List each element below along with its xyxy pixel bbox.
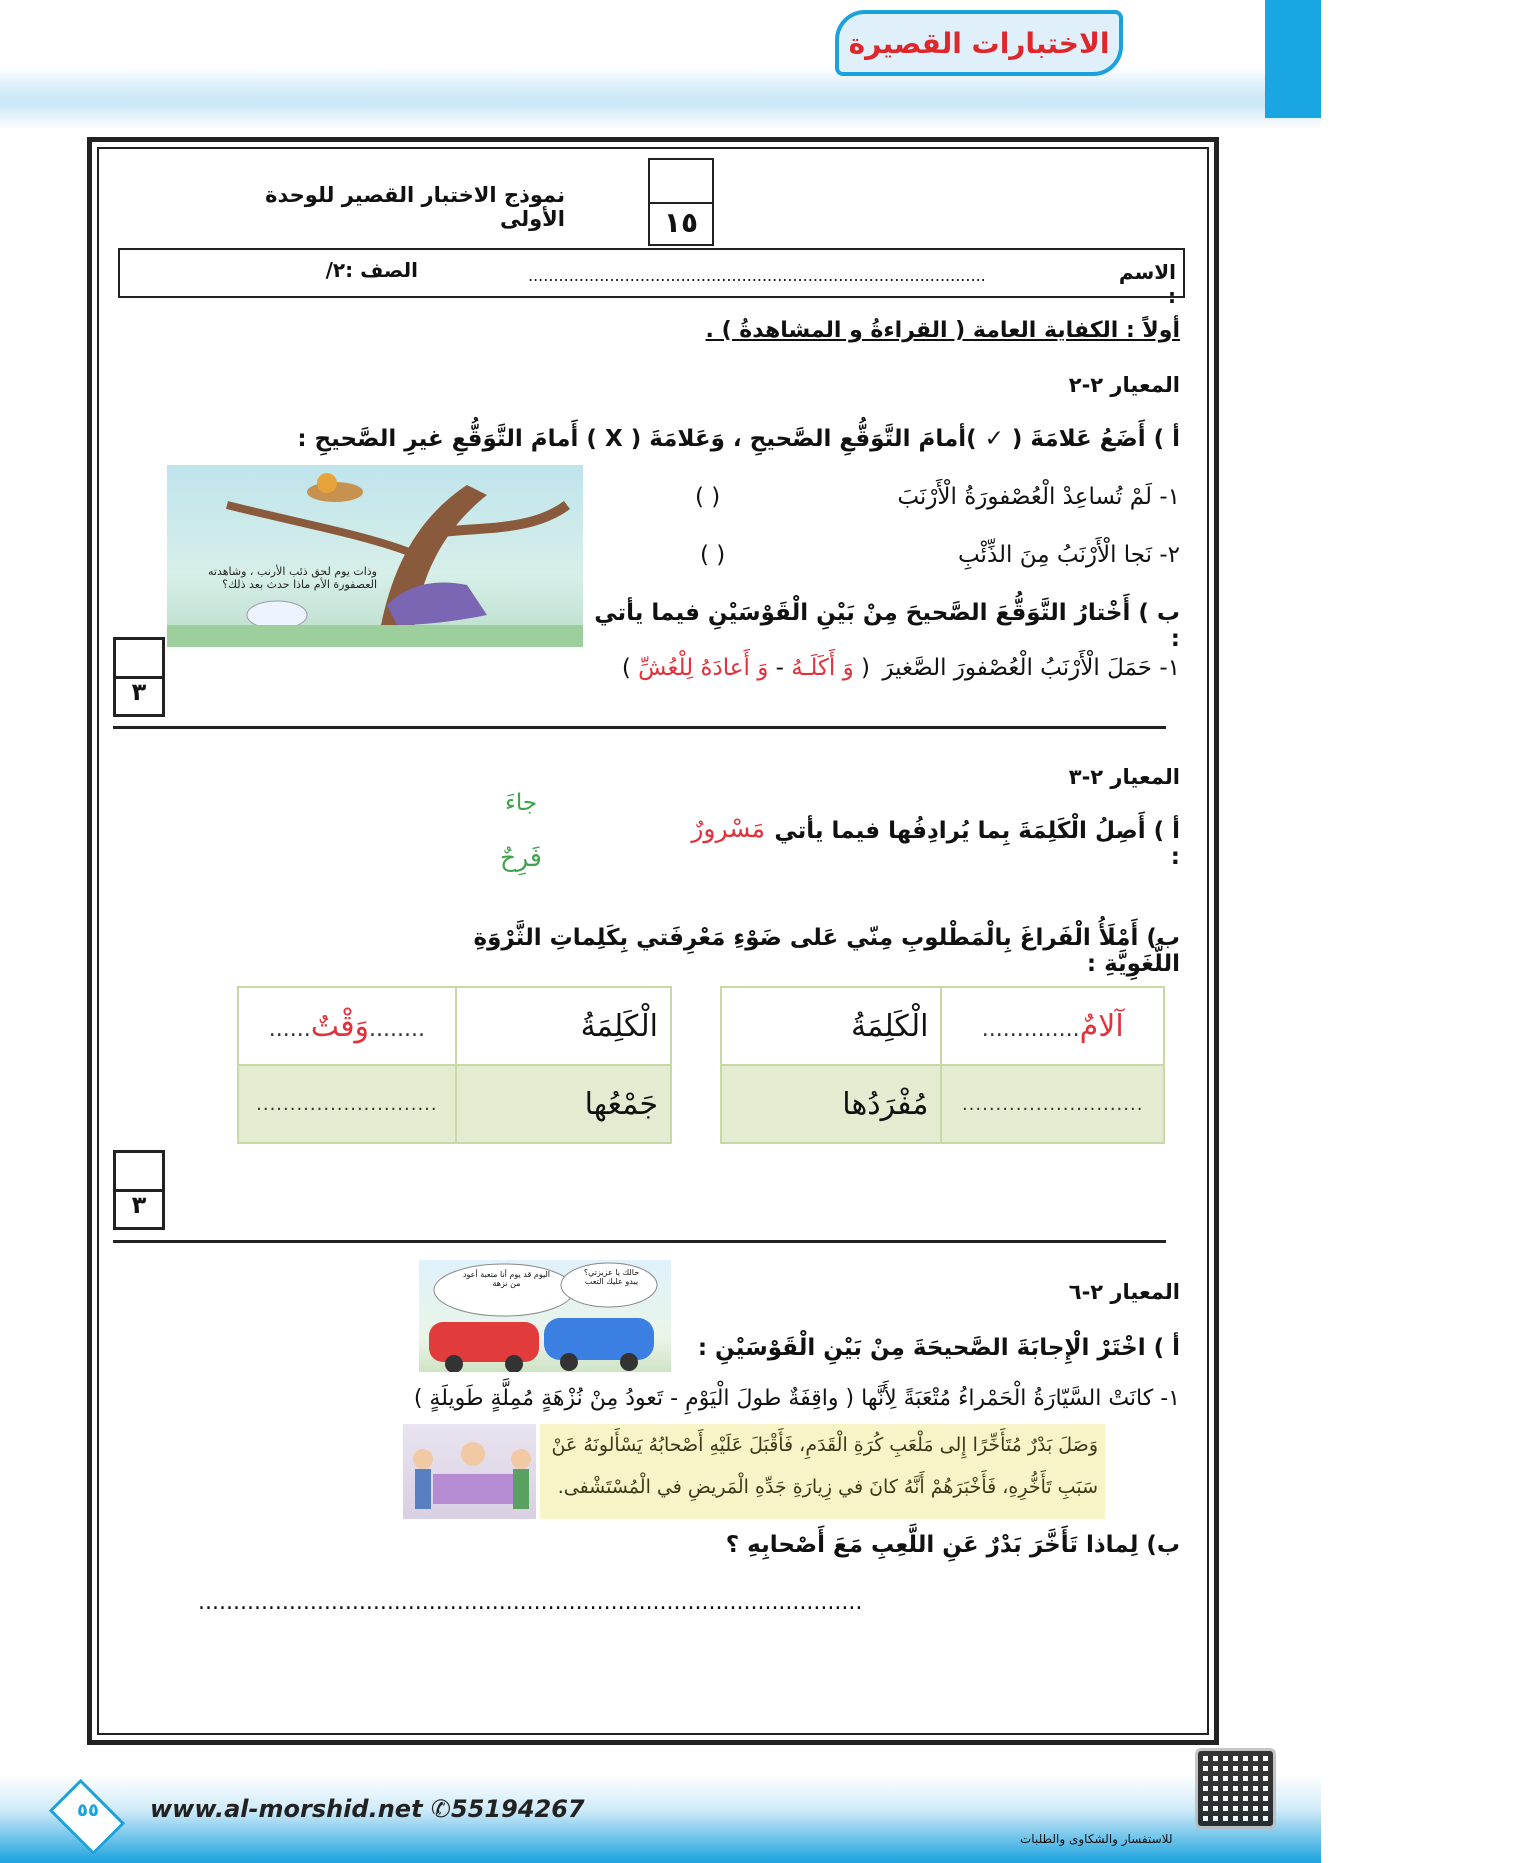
item-a1-answer[interactable]: ( ) bbox=[695, 484, 721, 510]
vocab-plural-label: جَمْعُها bbox=[456, 1065, 671, 1143]
vocab-word-label: الْكَلِمَةُ bbox=[456, 987, 671, 1065]
option-separator: - bbox=[775, 655, 784, 681]
paren-open: ( bbox=[861, 655, 870, 681]
passage-line1: وَصَلَ بَدْرٌ مُتَأَخِّرًا إِلى مَلْعَبِ كُرَةِ الْقَدَمِ، فَأَقْبَلَ عَلَيْهِ أَصْحابُهُ يَسْأَلونَهُ عَنْ bbox=[551, 1434, 1098, 1456]
passage-line2: سَبَبِ تَأَخُّرِهِ، فَأَخْبَرَهُمْ أَنَّهُ كانَ في زِيارَةِ جَدِّهِ الْمَريضِ في الْمُسْتَشْفى. bbox=[557, 1476, 1098, 1498]
section1-score: ٣ bbox=[131, 678, 147, 706]
section1-heading: أولاً : الكفاية العامة ( القراءةُ و المشاهدةُ ) . bbox=[705, 318, 1180, 343]
section3-part-b-prompt: ب) لِماذا تَأَخَّرَ بَدْرٌ عَنِ اللَّعِبِ مَعَ أَصْحابِهِ ؟ bbox=[725, 1532, 1180, 1558]
class-label: الصف :٢/ bbox=[325, 258, 418, 282]
section2-score: ٣ bbox=[131, 1191, 147, 1219]
name-field[interactable]: .......................................................................................... bbox=[528, 266, 986, 285]
vocab-time-value: وَقْتٌ bbox=[310, 1008, 370, 1044]
target-word-happy: مَسْرورٌ bbox=[691, 814, 765, 843]
speech-bubble-right: حالك يا عزيزتي؟ يبدو عليك التعب bbox=[583, 1268, 640, 1286]
vocab-time-dots-a: ...... bbox=[268, 1016, 311, 1042]
header-title: الاختبارات القصيرة bbox=[848, 26, 1110, 60]
paren-close: ) bbox=[621, 655, 631, 681]
vocab-word-label: الْكَلِمَةُ bbox=[721, 987, 941, 1065]
qr-caption: للاستفسار والشكاوى والطلبات bbox=[1020, 1832, 1173, 1846]
vocab-table-singular bbox=[720, 986, 1165, 1144]
phone-number: ✆55194267 bbox=[430, 1795, 585, 1823]
section-divider bbox=[113, 1240, 1166, 1243]
section-divider bbox=[113, 726, 1166, 729]
hospital-illustration bbox=[403, 1424, 536, 1519]
section2-part-b-prompt: ب) أَمْلَأُ الْفَراغَ بِالْمَطْلوبِ مِنّي عَلى ضَوْءِ مَعْرِفَتي بِكَلِماتِ الثَّرْوَةِ اللُّغَوِيَّةِ : bbox=[473, 925, 1180, 977]
vocab-time-dots-b: ........ bbox=[369, 1016, 425, 1042]
exam-title: نموذج الاختبار القصير للوحدة الأولى bbox=[265, 183, 565, 231]
section1-part-b-prompt: ب ) أَخْتارُ التَّوَقُّعَ الصَّحيحَ مِنْ بَيْنِ الْقَوْسَيْنِ فيما يأتي : bbox=[594, 600, 1180, 652]
cars-picture bbox=[419, 1260, 671, 1372]
header-accent-strip bbox=[1265, 0, 1325, 118]
vocab-plural-answer[interactable] bbox=[238, 1065, 456, 1143]
section2-score-box bbox=[113, 1150, 165, 1230]
option-ate-it[interactable]: وَ أَكَلَـهُ bbox=[791, 655, 854, 681]
vocab-word-value: آلامٌ bbox=[1079, 1008, 1124, 1044]
section2-part-a-prompt: أ ) أَصِلُ الْكَلِمَةَ بِما يُرادِفُها فيما يأتي : bbox=[774, 818, 1180, 870]
qr-code[interactable] bbox=[1195, 1748, 1276, 1829]
choice-glad[interactable]: فَرِحٌ bbox=[500, 843, 542, 872]
rabbit-wolf-illustration bbox=[167, 465, 583, 647]
section3-standard: المعيار ٢-٦ bbox=[1068, 1280, 1180, 1304]
answer-line[interactable]: ............................................................................................... bbox=[198, 1590, 863, 1615]
vocab-singular-dots: ........................... bbox=[961, 1093, 1144, 1115]
total-score: ١٥ bbox=[663, 206, 699, 239]
item-b1-options bbox=[430, 655, 870, 681]
picture-caption: وذات يوم لحق ذئب الأرنب ، وشاهدته العصفورة الأم ماذا حدث بعد ذلك؟ bbox=[207, 565, 377, 591]
item-a2-text: ٢- نَجا الْأَرْنَبُ مِنَ الذِّئْبِ bbox=[957, 542, 1180, 568]
speech-bubble-left: اليوم قد يوم أنا متعبة أعود من نزهة bbox=[462, 1270, 551, 1288]
right-margin bbox=[1321, 0, 1521, 1863]
option-returned-nest[interactable]: وَ أَعادَهُ لِلْعُشِّ bbox=[638, 655, 769, 681]
vocab-word-dots: .............. bbox=[981, 1016, 1080, 1042]
item-a2-answer[interactable]: ( ) bbox=[700, 542, 726, 568]
section1-standard: المعيار ٢-٢ bbox=[1068, 373, 1180, 397]
footer-website[interactable] bbox=[150, 1795, 585, 1823]
score-divider bbox=[650, 202, 712, 204]
total-score-box bbox=[648, 158, 714, 246]
story-picture-rabbit-wolf bbox=[167, 465, 583, 647]
section1-part-a-prompt: أ ) أَضَعُ عَلامَةَ ( ✓ )أمامَ التَّوَقُّعِ الصَّحيحِ ، وَعَلامَةَ ( X ) أَمامَ التَّوَقُّعِ غيرِ الصَّحيحِ : bbox=[297, 426, 1180, 452]
reading-passage-box bbox=[540, 1424, 1105, 1519]
hospital-visit-picture bbox=[403, 1424, 536, 1519]
item-a1-text: ١- لَمْ تُساعِدْ الْعُصْفورَةُ الْأَرْنَبَ bbox=[897, 484, 1180, 510]
vocab-table-plural bbox=[237, 986, 672, 1144]
section2-standard: المعيار ٢-٣ bbox=[1068, 765, 1180, 789]
header-wave bbox=[0, 70, 1321, 130]
vocab-plural-dots: ........................... bbox=[256, 1093, 438, 1115]
header-title-tab bbox=[835, 10, 1123, 76]
section1-score-box bbox=[113, 637, 165, 717]
vocab-word-cell bbox=[941, 987, 1164, 1065]
website-url[interactable]: www.al-morshid.net bbox=[150, 1795, 423, 1823]
choice-came[interactable]: جاءَ bbox=[505, 790, 538, 816]
page-number: ٥٥ bbox=[77, 1800, 99, 1821]
section3-part-a-prompt: أ ) اخْتَرْ الْإِجابَةَ الصَّحيحَةَ مِنْ بَيْنِ الْقَوْسَيْنِ : bbox=[697, 1335, 1180, 1361]
item-b1-text: ١- حَمَلَ الْأَرْنَبُ الْعُصْفورَ الصَّغيرَ bbox=[882, 655, 1180, 681]
vocab-singular-label: مُفْرَدُها bbox=[721, 1065, 941, 1143]
name-label: الاسم : bbox=[1118, 260, 1176, 308]
vocab-singular-answer[interactable] bbox=[941, 1065, 1164, 1143]
section3-item-a1: ١- كانَتْ السَّيّارَةُ الْحَمْراءُ مُتْعَبَةً لِأَنَّها ( واقِفَةٌ طولَ الْيَوْمِ - تَعودُ مِنْ نُزْهَةٍ مُمِلَّةٍ طَويلَةٍ ) bbox=[413, 1386, 1180, 1411]
vocab-time-cell bbox=[238, 987, 456, 1065]
